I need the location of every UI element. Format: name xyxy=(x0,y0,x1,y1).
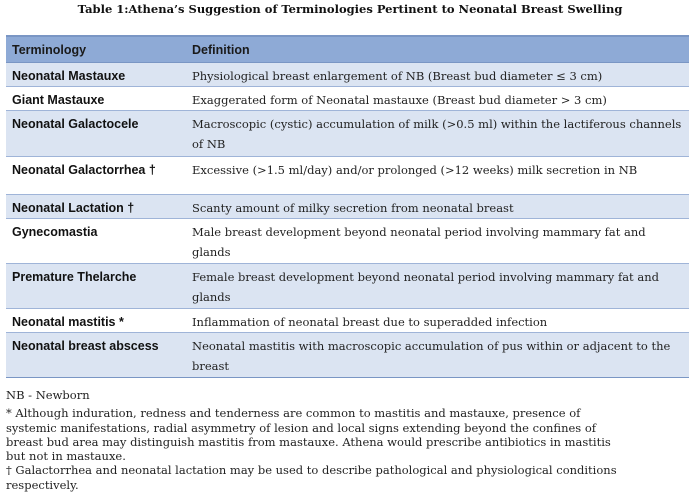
table-row xyxy=(6,333,689,378)
table-row xyxy=(6,264,689,309)
table-row xyxy=(6,87,689,111)
table-row xyxy=(6,195,689,219)
definition-cell: Exaggerated form of Neonatal mastauxe (Breast bud diameter > 3 cm) xyxy=(186,87,689,111)
table-row xyxy=(6,63,689,87)
term-cell: Neonatal mastitis * xyxy=(6,309,186,333)
definition-cell: Male breast development beyond neonatal period involving mammary fat and glands xyxy=(186,219,689,264)
footnote-dagger: † Galactorrhea and neonatal lactation may be used to describe pathological and physiological conditions respectively. xyxy=(6,463,617,492)
footnote-asterisk: * Although induration, redness and tenderness are common to mastitis and mastauxe, presence of systemic manifestations, radial asymmetry of lesion and local signs extending beyond the confines of breast bud area may distinguish mastitis from mastauxe. Athena would prescribe antibiotics in mastitis but not in mastauxe. xyxy=(6,406,611,464)
footnotes xyxy=(6,388,626,492)
term-cell: Neonatal Mastauxe xyxy=(6,63,186,87)
definition-cell: Scanty amount of milky secretion from neonatal breast xyxy=(186,195,689,219)
definition-cell: Inflammation of neonatal breast due to superadded infection xyxy=(186,309,689,333)
definition-cell: Female breast development beyond neonatal period involving mammary fat and glands xyxy=(186,264,689,309)
table-header-row xyxy=(6,36,689,63)
table-row xyxy=(6,309,689,333)
term-cell: Premature Thelarche xyxy=(6,264,186,309)
definition-cell: Excessive (>1.5 ml/day) and/or prolonged (>12 weeks) milk secretion in NB xyxy=(186,157,689,195)
table-row xyxy=(6,219,689,264)
definition-cell: Macroscopic (cystic) accumulation of milk (>0.5 ml) within the lactiferous channels of NB xyxy=(186,111,689,157)
term-cell: Neonatal Galactorrhea † xyxy=(6,157,186,195)
table-caption: Table 1:Athena’s Suggestion of Terminologies Pertinent to Neonatal Breast Swelling xyxy=(77,2,623,16)
term-cell: Gynecomastia xyxy=(6,219,186,264)
header-definition: Definition xyxy=(186,36,689,63)
term-cell: Neonatal Lactation † xyxy=(6,195,186,219)
table-row xyxy=(6,157,689,195)
footnote-abbreviation: NB - Newborn xyxy=(6,388,90,402)
definition-cell: Neonatal mastitis with macroscopic accumulation of pus within or adjacent to the breast xyxy=(186,333,689,378)
term-cell: Giant Mastauxe xyxy=(6,87,186,111)
definition-cell: Physiological breast enlargement of NB (Breast bud diameter ≤ 3 cm) xyxy=(186,63,689,87)
term-cell: Neonatal breast abscess xyxy=(6,333,186,378)
terminology-table xyxy=(6,35,689,378)
header-terminology: Terminology xyxy=(6,36,186,63)
table-row xyxy=(6,111,689,157)
term-cell: Neonatal Galactocele xyxy=(6,111,186,157)
